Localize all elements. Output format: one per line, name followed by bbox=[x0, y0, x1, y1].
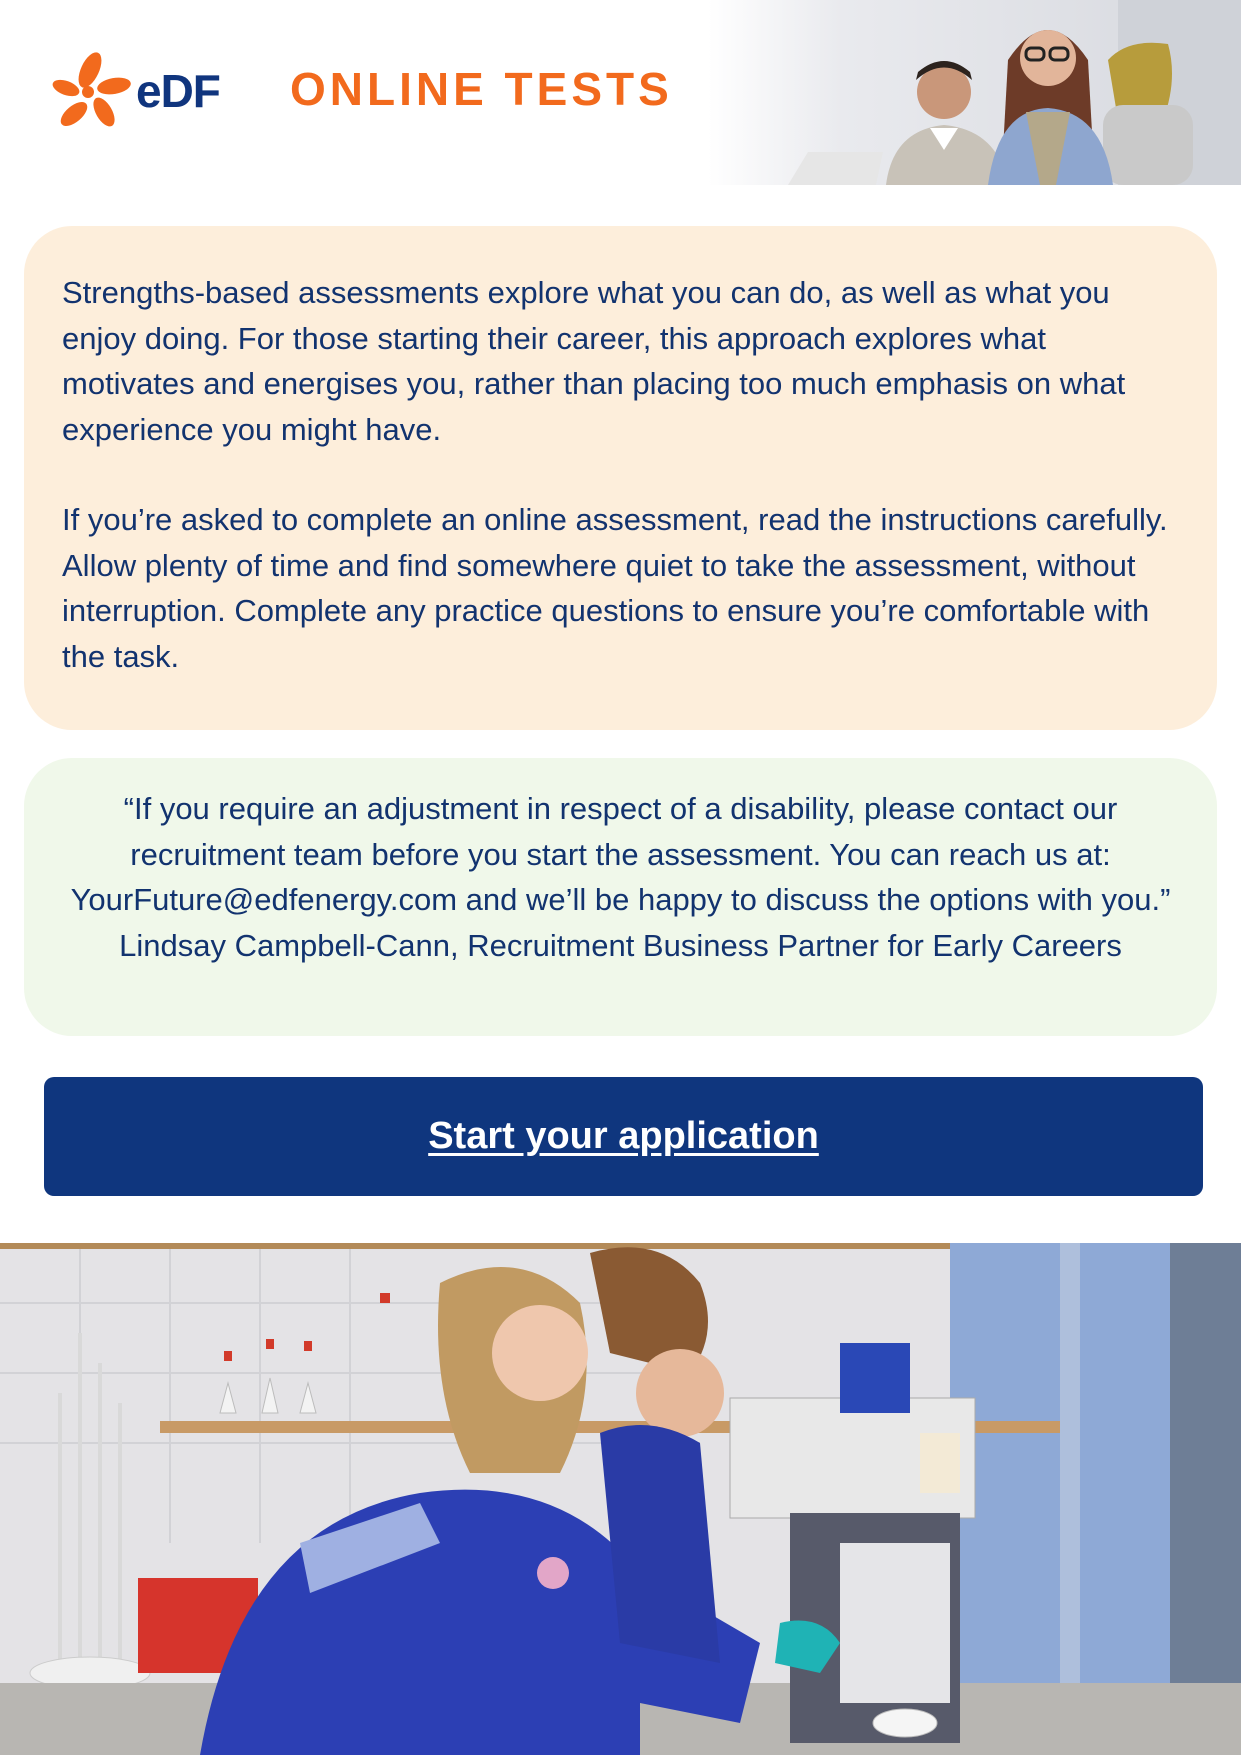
start-application-button[interactable] bbox=[44, 1077, 1203, 1196]
edf-flower-icon bbox=[52, 50, 142, 135]
quote-author: Lindsay Campbell-Cann, Recruitment Business Partner for Early Careers bbox=[119, 927, 1122, 963]
page-title: ONLINE TESTS bbox=[290, 63, 673, 115]
start-application-label: Start your application bbox=[428, 1115, 819, 1157]
logo-text: eDF bbox=[136, 65, 220, 117]
edf-logo bbox=[52, 50, 242, 135]
adjustment-quote-card bbox=[24, 758, 1217, 1036]
page-header bbox=[0, 0, 1241, 185]
quote-text: “If you require an adjustment in respect of a disability, please contact our recruitment team before you start the assessment. You can reach us at: YourFuture@edfenergy.com and we’ll be happy to discuss the options with you.” bbox=[70, 791, 1171, 917]
laboratory-photo bbox=[0, 1243, 1241, 1755]
assessment-info-card bbox=[24, 226, 1217, 730]
info-paragraph-1: Strengths-based assessments explore what you can do, as well as what you enjoy doing. For those starting their career, this approach explores what motivates and energises you, rather than placing too much emphasis on what experience you might have. bbox=[62, 275, 1126, 447]
office-photo bbox=[708, 0, 1241, 185]
info-paragraph-2: If you’re asked to complete an online assessment, read the instructions carefully. Allow plenty of time and find somewhere quiet to take the assessment, without interruption. Complete any practice questions to ensure you’re comfortable with the task. bbox=[62, 502, 1168, 674]
